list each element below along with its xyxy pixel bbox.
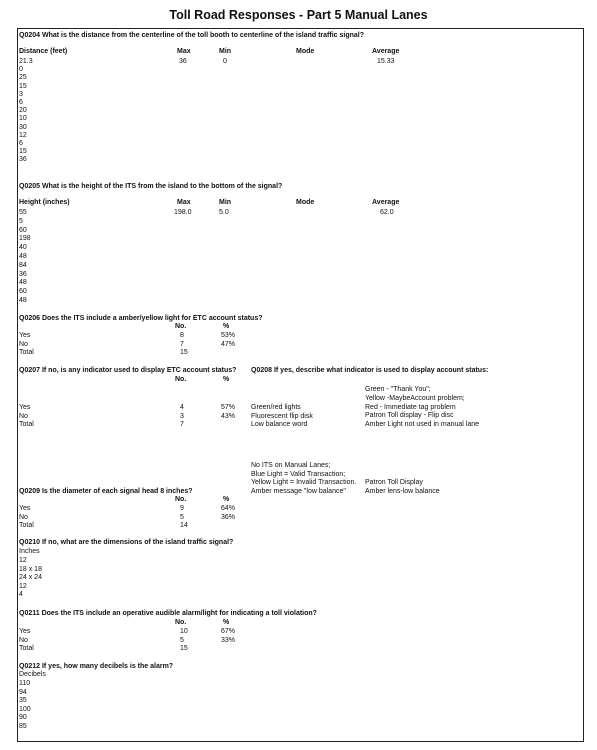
q0204-value: 6 — [19, 99, 23, 106]
q0208-indicator-extra-item: Blue Light = Valid Transaction; — [251, 470, 346, 478]
q0207-row-label: Total — [19, 421, 34, 428]
q0205-value: 48 — [19, 253, 27, 260]
q0209-pct-header: % — [223, 496, 230, 503]
q0207-no-header: No. — [175, 376, 187, 383]
q0204-value: 20 — [19, 107, 27, 115]
q0205-average-header: Average — [372, 199, 400, 206]
q0207-row-percent: 43% — [221, 412, 236, 420]
q0207-pct-header: % — [223, 376, 230, 383]
q0205-min-value: 5.0 — [219, 209, 229, 216]
q0204-value: 21.3 — [19, 58, 33, 65]
q0208-description: Patron Toll display - Flip disc — [365, 412, 454, 420]
q0212-col-label: Decibels — [19, 671, 46, 678]
q0206-row-percent: 53% — [221, 332, 236, 339]
q0211-row-percent: 33% — [221, 636, 236, 644]
q0205-max-header: Max — [177, 199, 191, 206]
q0204-value: 25 — [19, 74, 27, 82]
q0208-indicator-extra-item: Amber message "low balance" — [251, 487, 346, 495]
q0209-row-count: 14 — [180, 522, 188, 529]
q0205-value: 198 — [19, 235, 31, 243]
q0205-max-value: 198.0 — [174, 209, 192, 216]
q0204-mode-header: Mode — [296, 48, 315, 55]
q0205-value: 5 — [19, 217, 23, 225]
q0204-average-value: 15.33 — [377, 58, 395, 65]
q0210-value: 18 x 18 — [19, 565, 42, 573]
q0206-row-count: 7 — [180, 340, 184, 348]
q0205-value: 60 — [19, 288, 27, 296]
q0208-question: Q0208 If yes, describe what indicator is used to display account status: — [251, 367, 489, 374]
q0209-row-label: No — [19, 513, 28, 521]
q0208-indicator-extra-item: Yellow Light = Invalid Transaction. — [251, 479, 357, 486]
q0204-value: 12 — [19, 131, 27, 139]
q0211-row-count: 15 — [180, 645, 188, 652]
q0208-description-extra-item: Patron Toll Display — [365, 479, 423, 486]
q0212-value: 110 — [19, 680, 31, 687]
q0208-description: Red - Immediate tag problem — [365, 403, 456, 411]
q0212-value: 90 — [19, 714, 27, 721]
q0210-col-label: Inches — [19, 548, 40, 555]
q0206-row-label: No — [19, 340, 28, 348]
page-title: Toll Road Responses - Part 5 Manual Lanes — [169, 8, 428, 22]
q0205-mode-header: Mode — [296, 199, 315, 206]
q0209-row-count: 9 — [180, 505, 184, 512]
q0208-description: Amber Light not used in manual lane — [365, 421, 480, 429]
q0208-indicator: Green/red lights — [251, 404, 301, 411]
q0204-value: 6 — [19, 140, 23, 147]
q0207-row-label: Yes — [19, 404, 31, 411]
q0211-row-percent: 67% — [221, 628, 236, 635]
q0207-row-percent: 57% — [221, 404, 236, 411]
q0207-row-count: 3 — [180, 412, 184, 420]
q0209-no-header: No. — [175, 496, 187, 503]
q0207-row-count: 7 — [180, 421, 184, 428]
q0204-max-value: 36 — [179, 58, 187, 65]
q0210-question: Q0210 If no, what are the dimensions of the island traffic signal? — [19, 539, 234, 546]
q0204-question: Q0204 What is the distance from the centerline of the toll booth to centerline of the island traffic signal? — [19, 32, 364, 39]
q0209-row-percent: 36% — [221, 513, 236, 521]
q0212-value: 94 — [19, 688, 27, 696]
q0210-value: 12 — [19, 557, 27, 564]
q0205-value: 36 — [19, 270, 27, 278]
q0204-value: 15 — [19, 82, 27, 90]
q0207-row-label: No — [19, 412, 28, 420]
q0211-row-label: No — [19, 636, 28, 644]
q0205-value: 84 — [19, 261, 27, 269]
q0206-no-header: No. — [175, 323, 187, 330]
q0204-min-value: 0 — [223, 58, 227, 65]
q0209-row-label: Total — [19, 522, 34, 529]
q0209-row-count: 5 — [180, 513, 184, 521]
q0206-pct-header: % — [223, 323, 230, 330]
q0206-row-count: 8 — [180, 332, 184, 339]
q0211-row-count: 5 — [180, 636, 184, 644]
q0206-row-label: Yes — [19, 332, 31, 339]
q0211-pct-header: % — [223, 619, 230, 626]
q0208-description: Yellow -MaybeAccount problem; — [365, 394, 465, 402]
q0212-question: Q0212 If yes, how many decibels is the alarm? — [19, 663, 174, 670]
q0212-value: 100 — [19, 705, 31, 713]
q0205-value: 60 — [19, 226, 27, 234]
q0211-row-label: Total — [19, 645, 34, 652]
q0209-row-percent: 64% — [221, 505, 236, 512]
q0206-row-label: Total — [19, 349, 34, 356]
q0204-min-header: Min — [219, 48, 232, 55]
q0204-value: 3 — [19, 90, 23, 98]
q0204-value: 10 — [19, 115, 27, 123]
q0205-col-label: Height (inches) — [19, 199, 70, 206]
q0211-no-header: No. — [175, 619, 187, 626]
q0208-description-extra-item: Amber lens-low balance — [365, 487, 440, 495]
q0205-average-value: 62.0 — [380, 209, 394, 216]
q0205-value: 55 — [19, 209, 27, 216]
q0211-row-count: 10 — [180, 628, 188, 635]
q0212-value: 35 — [19, 697, 27, 704]
q0207-row-count: 4 — [180, 404, 184, 411]
q0204-max-header: Max — [177, 48, 191, 55]
q0205-value: 48 — [19, 279, 27, 287]
q0204-value: 0 — [19, 66, 23, 74]
q0211-question: Q0211 Does the ITS include an operative audible alarm/light for indicating a toll violation? — [19, 610, 317, 617]
q0204-col-label: Distance (feet) — [19, 48, 68, 55]
q0208-indicator-extra-item: No ITS on Manual Lanes; — [251, 462, 331, 469]
q0205-min-header: Min — [219, 199, 232, 206]
q0206-question: Q0206 Does the ITS include a amber/yellow light for ETC account status? — [19, 315, 263, 322]
q0210-value: 12 — [19, 582, 27, 590]
q0205-value: 48 — [19, 297, 27, 304]
q0205-value: 40 — [19, 244, 27, 252]
q0210-value: 4 — [19, 591, 23, 598]
q0204-average-header: Average — [372, 48, 400, 55]
survey-frame — [17, 28, 584, 742]
q0211-row-label: Yes — [19, 628, 31, 635]
q0209-question: Q0209 Is the diameter of each signal head 8 inches? — [19, 488, 193, 495]
q0205-question: Q0205 What is the height of the ITS from the island to the bottom of the signal? — [19, 183, 283, 190]
q0207-question: Q0207 If no, is any indicator used to display ETC account status? — [19, 367, 237, 374]
q0208-indicator: Low balance word — [251, 421, 308, 428]
q0204-value: 36 — [19, 156, 27, 164]
q0204-value: 15 — [19, 148, 27, 156]
q0209-row-label: Yes — [19, 505, 31, 512]
q0212-value: 85 — [19, 722, 27, 730]
q0208-description: Green - "Thank You"; — [365, 386, 431, 393]
q0206-row-count: 15 — [180, 349, 188, 356]
q0206-row-percent: 47% — [221, 340, 236, 348]
q0208-indicator: Fluorescent flip disk — [251, 412, 313, 420]
q0204-value: 30 — [19, 123, 27, 131]
q0210-value: 24 x 24 — [19, 574, 42, 581]
